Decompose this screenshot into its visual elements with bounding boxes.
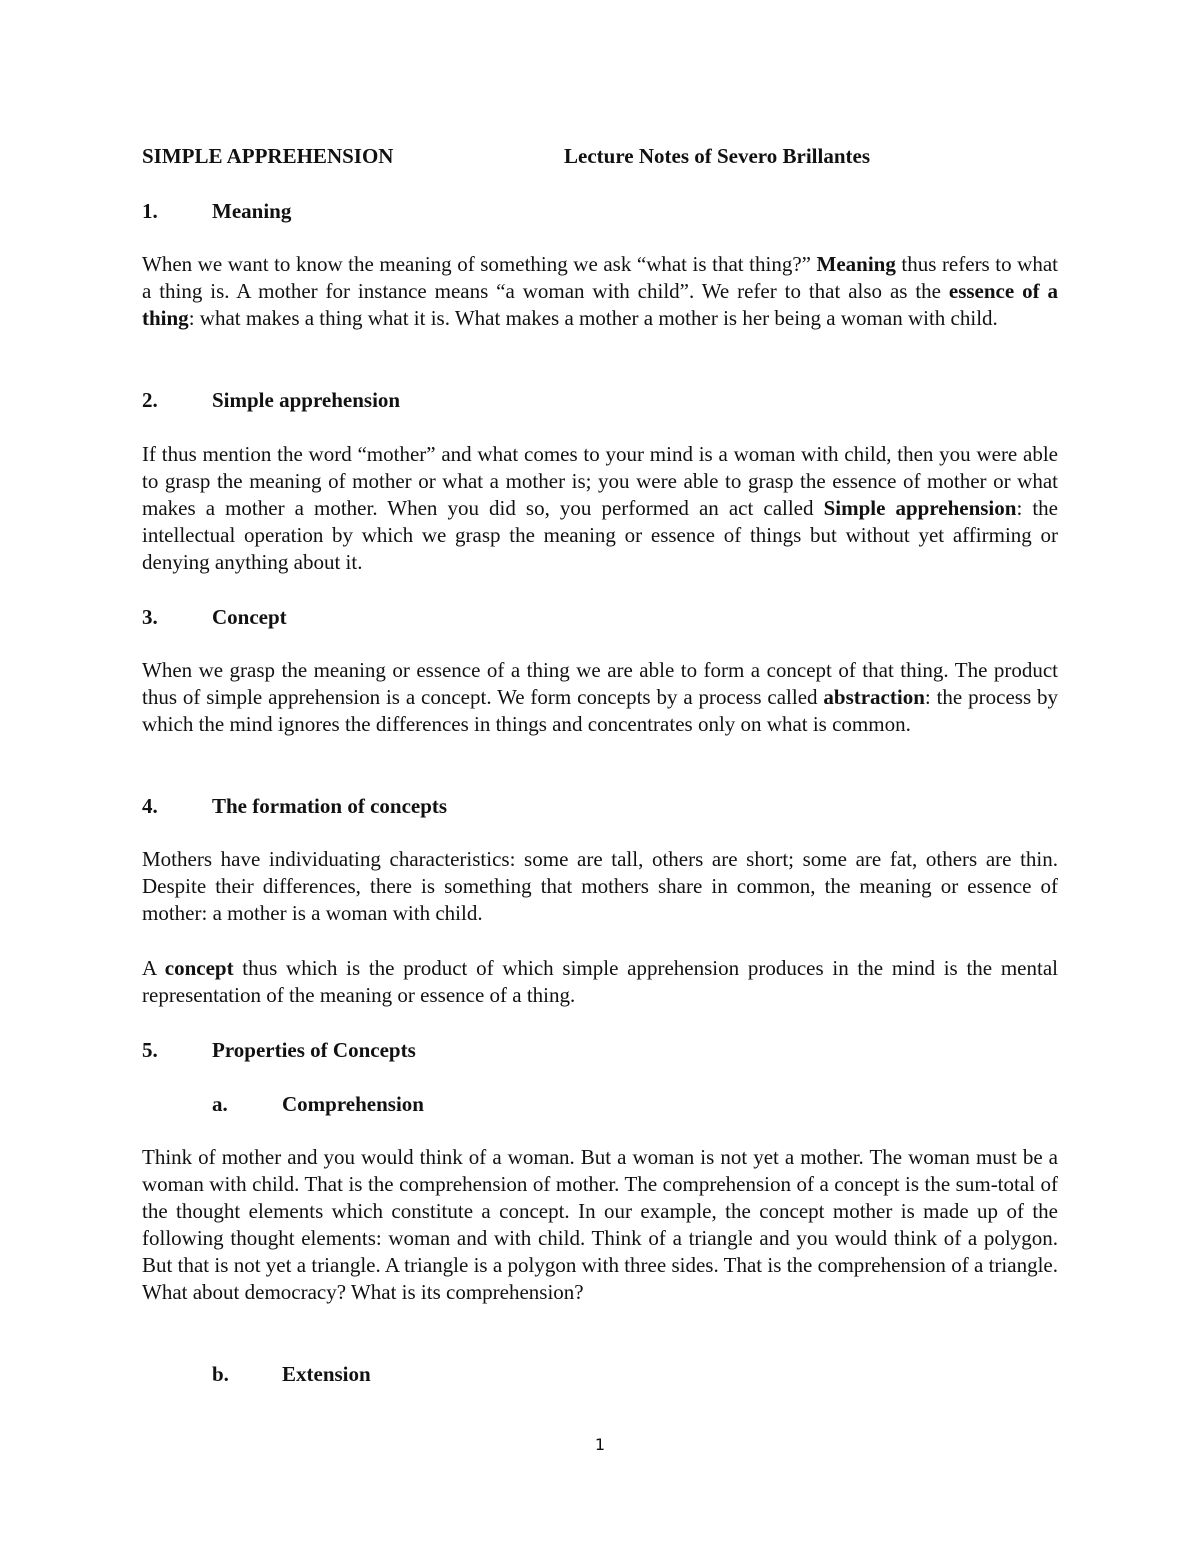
section-title: Concept bbox=[212, 605, 287, 629]
section-title: Properties of Concepts bbox=[212, 1038, 416, 1062]
section-title: Simple apprehension bbox=[212, 388, 401, 412]
section-number: 2. bbox=[142, 388, 158, 412]
text-run: : the intellectual operation by which we grasp the meaning or essence of things but without yet affirming or denying anything about it. bbox=[142, 496, 1059, 574]
section-number: 5. bbox=[142, 1038, 158, 1062]
section-heading-properties bbox=[142, 1036, 416, 1064]
subsection-letter: b. bbox=[212, 1362, 229, 1386]
bold-term-simple-apprehension: Simple apprehension bbox=[823, 496, 1017, 520]
text-run: If thus mention the word “mother” and what comes to your mind is a woman with child, then you were able to grasp the meaning of mother or what a mother is; you were able to grasp the essence of mother or what makes a mother a mother. When you did so, you performed an act called bbox=[142, 442, 1058, 520]
text-run: Think of mother and you would think of a woman. But a woman is not yet a mother. The woman must be a woman with child. That is the comprehension of mother. The comprehension of a concept is the sum-total of the thought elements which constitute a concept. In our example, the concept mother is made up of the following thought elements: woman and with child. Think of a triangle and you would think of a polygon. But that is not yet a triangle. A triangle is a polygon with three sides. That is the comprehension of a triangle. What about democracy? What is its comprehension? bbox=[142, 1145, 1058, 1304]
text-run: When we grasp the meaning or essence of a thing we are able to form a concept of that thing. The product thus of simple apprehension is a concept. We form concepts by a process called bbox=[142, 658, 1058, 709]
section-heading-concept bbox=[142, 603, 287, 631]
section-number: 3. bbox=[142, 605, 158, 629]
lecture-notes-attribution: Lecture Notes of Severo Brillantes bbox=[564, 144, 870, 168]
subsection-heading-extension bbox=[212, 1360, 371, 1388]
text-run: : the process by which the mind ignores the differences in things and concentrates only on what is common. bbox=[142, 685, 1058, 736]
text-run: When we want to know the meaning of something we ask “what is that thing?” bbox=[142, 252, 817, 276]
section-title: Meaning bbox=[212, 199, 292, 223]
section-heading-formation bbox=[142, 792, 447, 820]
paragraph-concept bbox=[142, 657, 1058, 738]
text-run: thus which is the product of which simple apprehension produces in the mind is the mental representation of the meaning or essence of a thing. bbox=[142, 956, 1058, 1007]
section-heading-meaning bbox=[142, 197, 291, 225]
section-number: 1. bbox=[142, 199, 158, 223]
section-title: The formation of concepts bbox=[212, 794, 448, 818]
paragraph-simple-apprehension bbox=[142, 441, 1058, 576]
text-run: thus refers to what a thing is. A mother for instance means “a woman with child”. We refer to that also as the bbox=[142, 252, 1058, 303]
text-run: : what makes a thing what it is. What makes a mother a mother is her being a woman with child. bbox=[188, 306, 998, 330]
bold-term-essence: essence of a thing bbox=[142, 279, 1058, 330]
document-header bbox=[142, 142, 870, 170]
paragraph-meaning bbox=[142, 251, 1058, 332]
page-number: 1 bbox=[594, 1435, 606, 1454]
paragraph-formation-1 bbox=[142, 846, 1058, 927]
text-run: A bbox=[142, 956, 165, 980]
subsection-heading-comprehension bbox=[212, 1090, 424, 1118]
bold-term-concept: concept bbox=[164, 956, 234, 980]
section-number: 4. bbox=[142, 794, 158, 818]
paragraph-formation-2 bbox=[142, 955, 1058, 1009]
subsection-title: Extension bbox=[282, 1362, 371, 1386]
document-title: SIMPLE APPREHENSION bbox=[142, 144, 394, 168]
bold-term-abstraction: abstraction bbox=[823, 685, 925, 709]
subsection-title: Comprehension bbox=[282, 1092, 424, 1116]
subsection-letter: a. bbox=[212, 1092, 228, 1116]
paragraph-comprehension bbox=[142, 1144, 1058, 1306]
section-heading-simple-apprehension bbox=[142, 386, 400, 414]
bold-term-meaning: Meaning bbox=[816, 252, 896, 276]
text-run: Mothers have individuating characteristics: some are tall, others are short; some are fat, others are thin. Despite their differences, there is something that mothers share in common, the meaning or essence of mother: a mother is a woman with child. bbox=[142, 847, 1058, 925]
